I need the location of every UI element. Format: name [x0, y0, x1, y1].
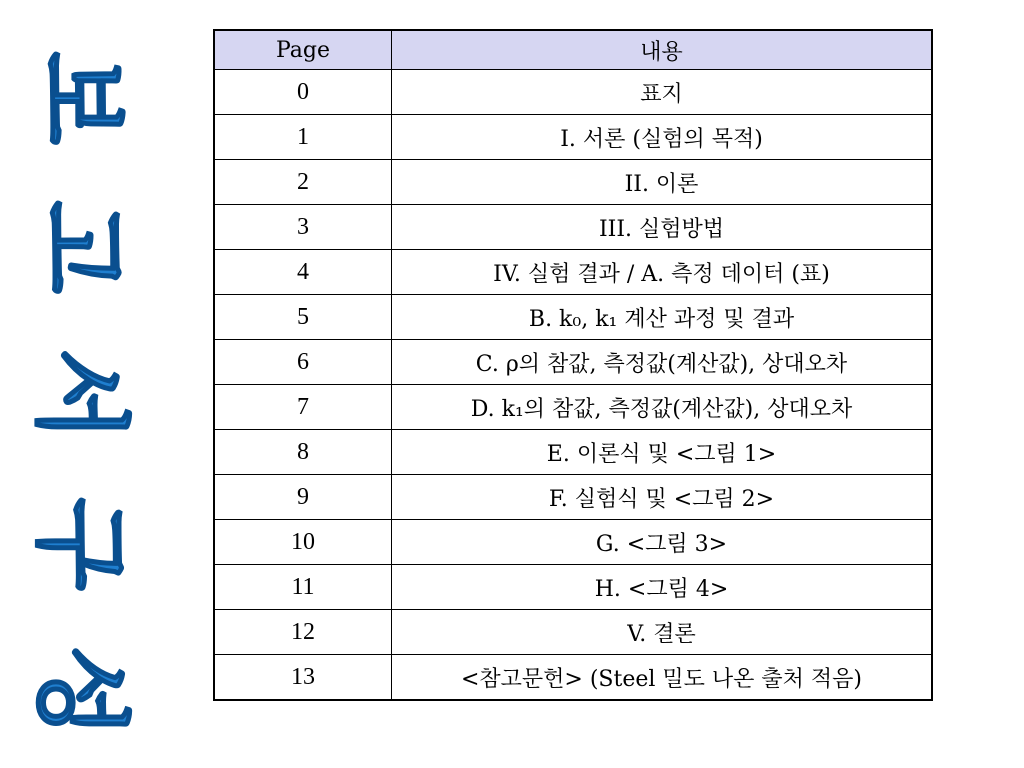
- side-title-char: 서: [24, 348, 136, 442]
- table-row: [214, 250, 932, 295]
- cell-content: C. ρ의 참값, 측정값(계산값), 상대오차: [392, 340, 933, 385]
- cell-page: 10: [214, 520, 392, 565]
- cell-content: II. 이론: [392, 160, 933, 205]
- cell-content: F. 실험식 및 <그림 2>: [392, 475, 933, 520]
- table-row: [214, 385, 932, 430]
- cell-content: <참고문헌> (Steel 밀도 나온 출처 적음): [392, 655, 933, 701]
- side-title-char: 성: [24, 645, 136, 739]
- cell-content: G. <그림 3>: [392, 520, 933, 565]
- cell-content: B. k₀, k₁ 계산 과정 및 결과: [392, 295, 933, 340]
- header-content: 내용: [392, 30, 933, 70]
- table-header-row: [214, 30, 932, 70]
- cell-content: 표지: [392, 70, 933, 115]
- cell-page: 13: [214, 655, 392, 701]
- table-row: [214, 655, 932, 701]
- table-row: [214, 70, 932, 115]
- table-row: [214, 205, 932, 250]
- table-row: [214, 115, 932, 160]
- cell-content: V. 결론: [392, 610, 933, 655]
- cell-page: 6: [214, 340, 392, 385]
- table-row: [214, 430, 932, 475]
- table-row: [214, 475, 932, 520]
- cell-page: 7: [214, 385, 392, 430]
- table-row: [214, 610, 932, 655]
- side-title-char: 고: [24, 200, 136, 293]
- table-row: [214, 520, 932, 565]
- report-structure-table: [213, 29, 933, 701]
- side-title-char: 보: [24, 51, 136, 145]
- cell-page: 8: [214, 430, 392, 475]
- cell-content: I. 서론 (실험의 목적): [392, 115, 933, 160]
- table-row: [214, 565, 932, 610]
- cell-content: E. 이론식 및 <그림 1>: [392, 430, 933, 475]
- cell-content: IV. 실험 결과 / A. 측정 데이터 (표): [392, 250, 933, 295]
- table-row: [214, 295, 932, 340]
- cell-content: D. k₁의 참값, 측정값(계산값), 상대오차: [392, 385, 933, 430]
- cell-page: 2: [214, 160, 392, 205]
- cell-content: H. <그림 4>: [392, 565, 933, 610]
- table-row: [214, 160, 932, 205]
- side-title: [24, 50, 136, 740]
- cell-page: 11: [214, 565, 392, 610]
- cell-page: 12: [214, 610, 392, 655]
- cell-page: 9: [214, 475, 392, 520]
- side-title-char: 구: [24, 497, 136, 590]
- cell-page: 3: [214, 205, 392, 250]
- cell-page: 1: [214, 115, 392, 160]
- table-row: [214, 340, 932, 385]
- cell-page: 5: [214, 295, 392, 340]
- cell-page: 4: [214, 250, 392, 295]
- cell-content: III. 실험방법: [392, 205, 933, 250]
- header-page: Page: [214, 30, 392, 70]
- cell-page: 0: [214, 70, 392, 115]
